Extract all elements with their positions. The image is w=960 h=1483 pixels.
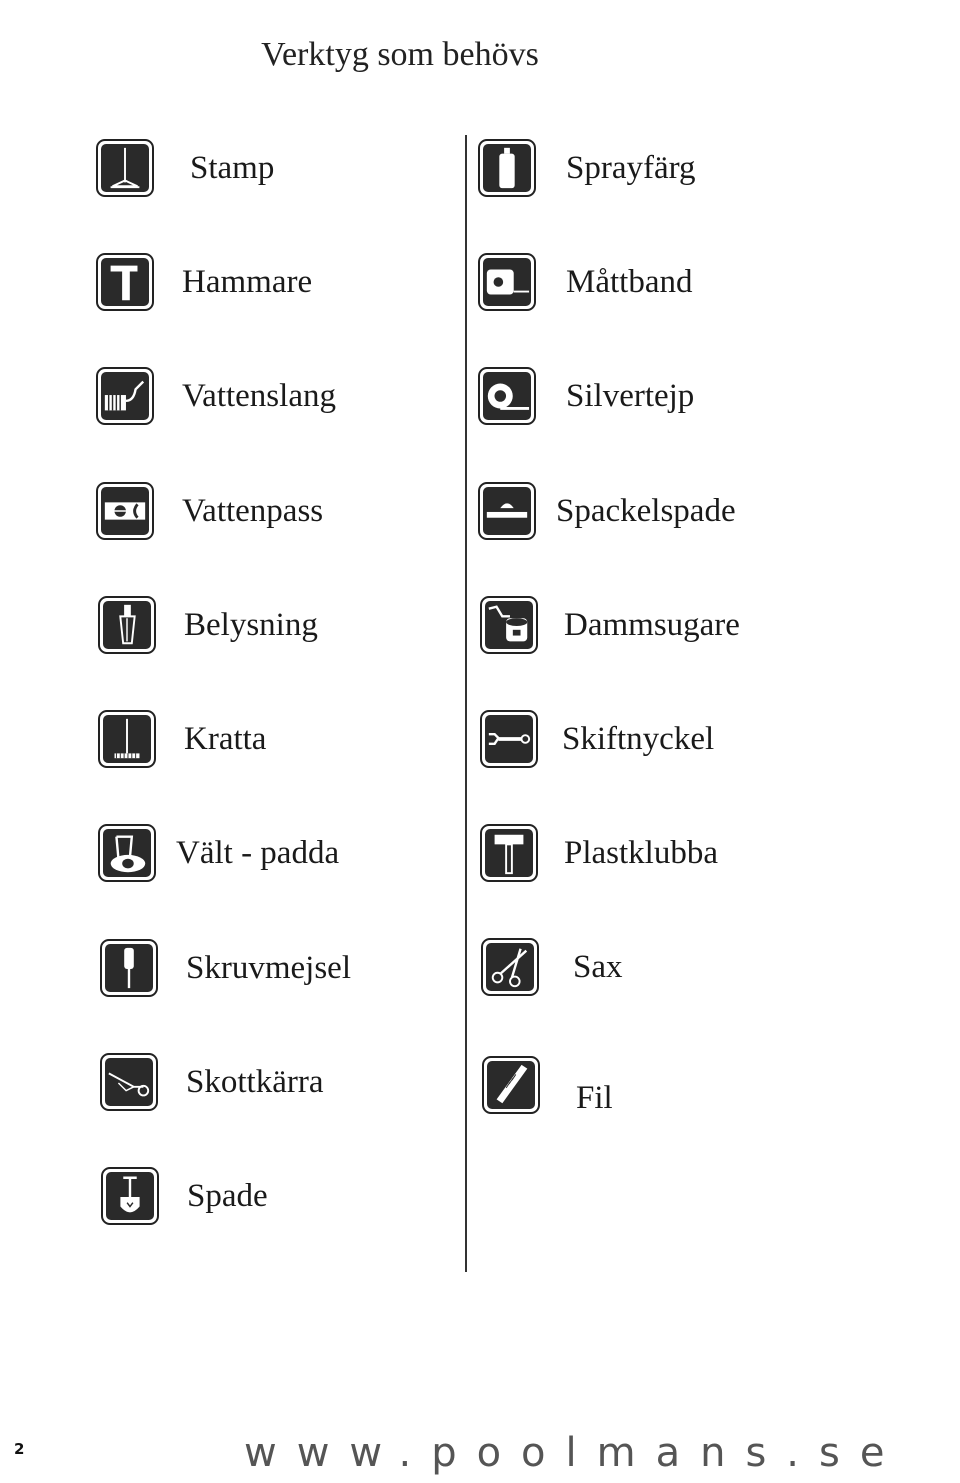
page-title: Verktyg som behövs	[261, 36, 539, 73]
wheelbarrow-icon	[100, 1053, 158, 1111]
spade-icon	[101, 1167, 159, 1225]
tool-label: Vattenpass	[182, 492, 324, 529]
vacuum-cleaner-icon	[480, 596, 538, 654]
tool-item	[478, 253, 692, 311]
tool-item	[98, 824, 339, 882]
tool-label: Måttband	[566, 263, 693, 300]
tool-label: Kratta	[184, 720, 267, 757]
page-number: 2	[14, 1440, 25, 1458]
tool-item	[480, 596, 740, 654]
tool-label: Belysning	[184, 606, 318, 643]
spray-can-icon	[478, 139, 536, 197]
mallet-icon	[480, 824, 538, 882]
tool-item	[482, 1052, 613, 1117]
tool-item	[478, 139, 696, 197]
scissors-icon	[481, 938, 539, 996]
tool-item	[96, 367, 336, 425]
tool-label: Hammare	[182, 263, 313, 300]
spirit-level-icon	[96, 482, 154, 540]
tool-item	[478, 482, 736, 540]
wrench-icon	[480, 710, 538, 768]
tape-measure-icon	[478, 253, 536, 311]
tool-label: Silvertejp	[566, 377, 695, 414]
tool-item	[98, 710, 266, 768]
tool-item	[96, 482, 323, 540]
tool-label: Fil	[576, 1080, 613, 1116]
tamper-icon	[96, 139, 154, 197]
tool-item	[100, 939, 351, 997]
putty-knife-icon	[478, 482, 536, 540]
tool-item	[100, 1053, 323, 1111]
column-divider	[465, 135, 467, 1272]
tool-label: Vattenslang	[182, 377, 336, 414]
hammer-icon	[96, 253, 154, 311]
tool-item	[96, 253, 312, 311]
tool-item	[96, 139, 274, 197]
tool-item	[480, 824, 718, 882]
tool-label: Skruvmejsel	[186, 949, 351, 986]
roller-icon	[98, 824, 156, 882]
duct-tape-icon	[478, 367, 536, 425]
tool-item	[480, 710, 714, 768]
tool-label: Vält - padda	[176, 834, 340, 871]
tool-label: Skiftnyckel	[562, 720, 715, 757]
tool-label: Stamp	[190, 149, 275, 186]
tool-item	[478, 367, 694, 425]
tool-label: Sax	[573, 948, 623, 985]
tool-label: Plastklubba	[564, 834, 718, 871]
rake-icon	[98, 710, 156, 768]
tool-item	[98, 596, 318, 654]
lamp-icon	[98, 596, 156, 654]
water-hose-icon	[96, 367, 154, 425]
footer-url: www.poolmans.se	[244, 1430, 905, 1476]
tool-label: Skottkärra	[186, 1063, 324, 1100]
tool-label: Spade	[187, 1177, 268, 1214]
tool-item	[101, 1167, 268, 1225]
tool-label: Dammsugare	[564, 606, 740, 643]
tool-item	[481, 938, 623, 996]
screwdriver-icon	[100, 939, 158, 997]
tool-label: Sprayfärg	[566, 149, 696, 186]
file-tool-icon	[482, 1056, 540, 1114]
tool-label: Spackelspade	[556, 492, 736, 529]
